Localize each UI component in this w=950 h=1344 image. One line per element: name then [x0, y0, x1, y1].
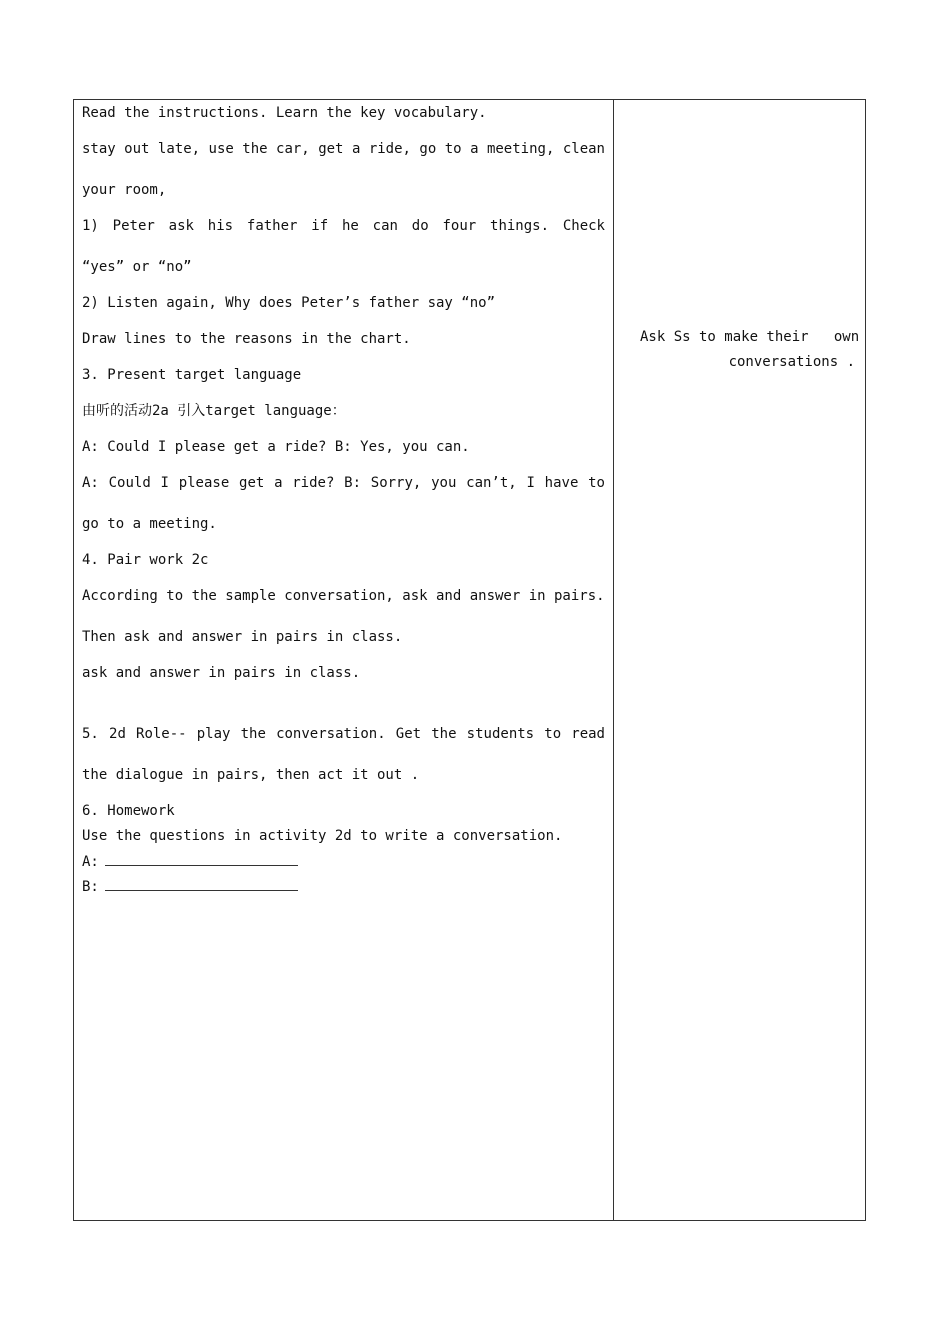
text-line: Use the questions in activity 2d to write a conversation. — [82, 828, 563, 844]
note-line: Ask Ss to make their own — [640, 329, 860, 345]
text-line: Read the instructions. Learn the key vocabulary. — [82, 105, 487, 121]
answer-label-b: B: — [82, 879, 99, 895]
text-line: 1) Peter ask his father if he can do four things. Check — [82, 218, 605, 234]
answer-line-b — [82, 878, 298, 895]
notes-column — [614, 100, 865, 1220]
text-line: the dialogue in pairs, then act it out . — [82, 767, 420, 783]
text-line: your room, — [82, 182, 167, 198]
text-line: 2) Listen again, Why does Peter’s father say “no” — [82, 295, 496, 311]
text-line: A: Could I please get a ride? B: Yes, you can. — [82, 439, 470, 455]
text-line: According to the sample conversation, ask and answer in pairs. — [82, 588, 605, 604]
text-line: ask and answer in pairs in class. — [82, 665, 361, 681]
text-line: 4. Pair work 2c — [82, 552, 209, 568]
text-line: 6. Homework — [82, 803, 175, 819]
text-line: Draw lines to the reasons in the chart. — [82, 331, 411, 347]
lesson-table — [73, 99, 866, 1221]
answer-line-a — [82, 853, 298, 870]
text-line: 5. 2d Role-- play the conversation. Get the students to read — [82, 726, 605, 742]
answer-blank-a — [105, 853, 298, 866]
text-line: 由听的活动2a 引入target language： — [82, 403, 346, 419]
text-line: 3. Present target language — [82, 367, 302, 383]
text-line: stay out late, use the car, get a ride, go to a meeting, clean — [82, 141, 605, 157]
note-line: conversations . — [728, 354, 855, 370]
text-line: A: Could I please get a ride? B: Sorry, you can’t, I have to — [82, 475, 605, 491]
text-line: go to a meeting. — [82, 516, 217, 532]
text-line: Then ask and answer in pairs in class. — [82, 629, 403, 645]
procedure-column — [74, 100, 614, 1220]
text-line: “yes” or “no” — [82, 259, 192, 275]
answer-label-a: A: — [82, 854, 99, 870]
answer-blank-b — [105, 878, 298, 891]
